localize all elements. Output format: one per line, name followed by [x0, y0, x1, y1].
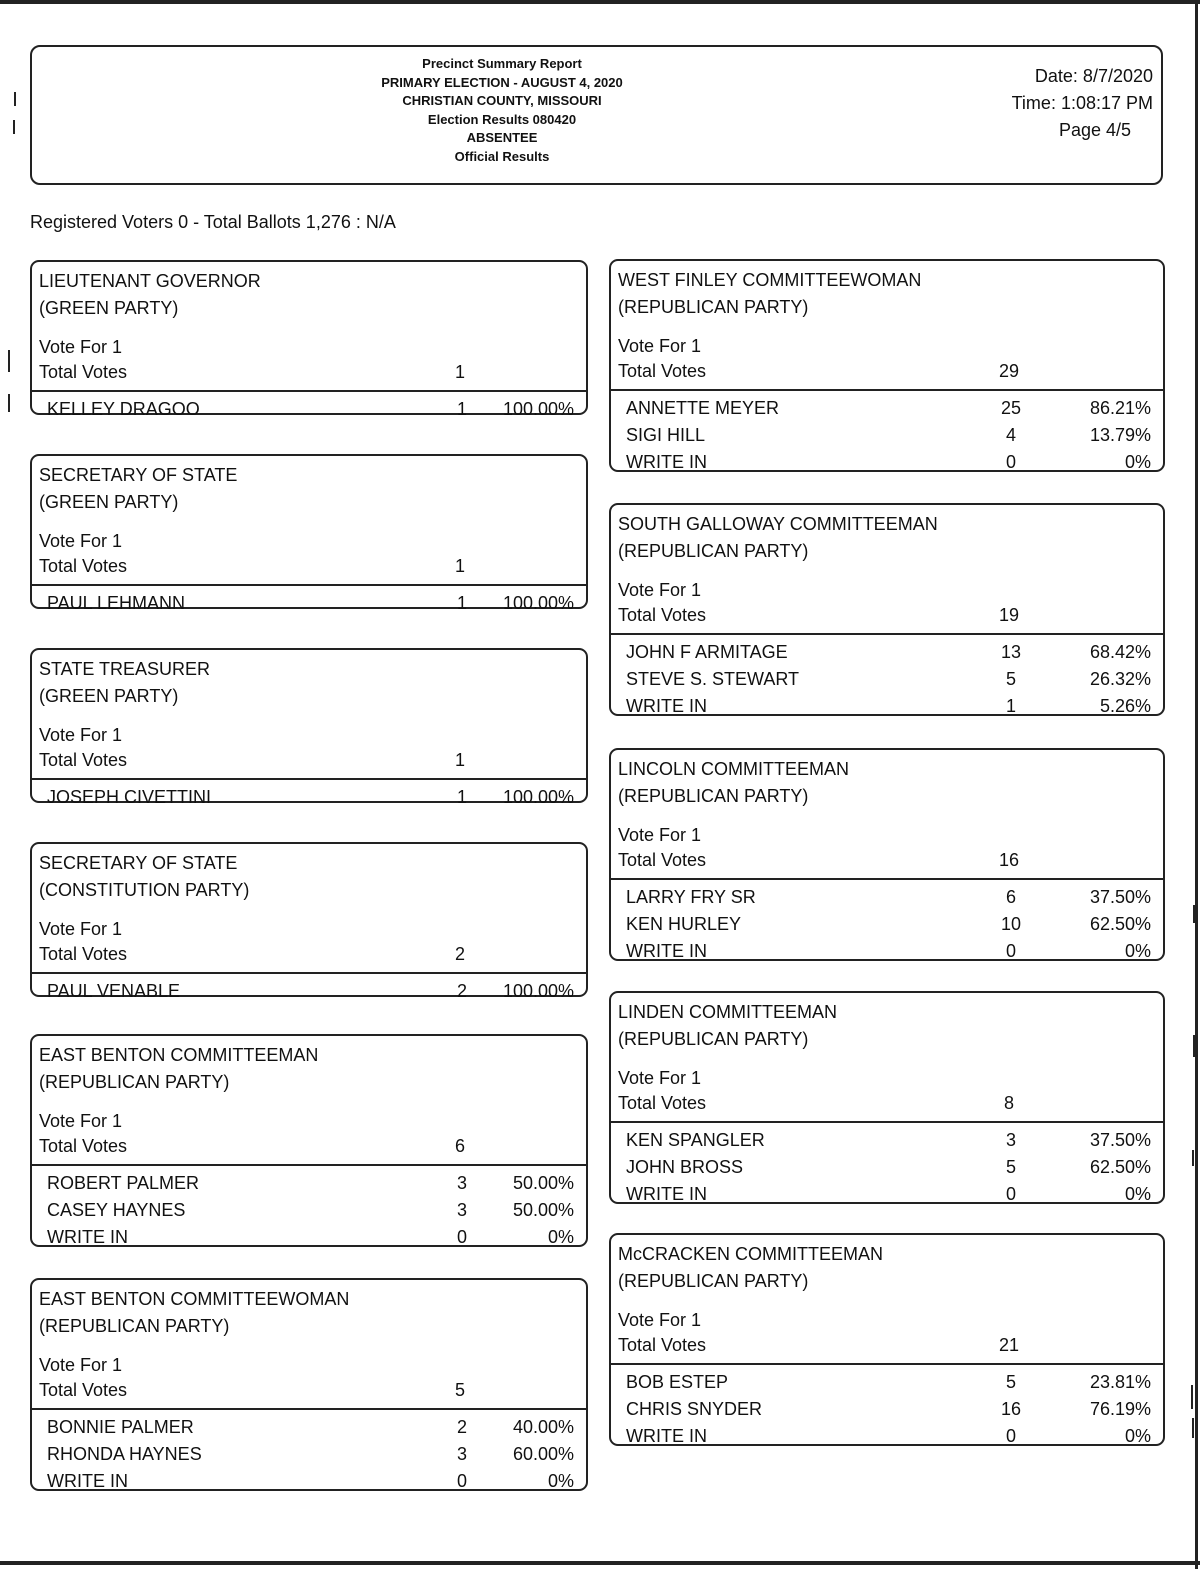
- race-party: (GREEN PARTY): [39, 686, 179, 706]
- candidate-name: ROBERT PALMER: [47, 1173, 200, 1193]
- race-divider: [611, 389, 1163, 391]
- candidate-name: WRITE IN: [626, 1184, 707, 1204]
- candidate-name: WRITE IN: [626, 941, 707, 961]
- race-office: LINCOLN COMMITTEEMAN: [618, 759, 850, 779]
- candidate-votes: 3: [1005, 1130, 1016, 1150]
- race-office: SECRETARY OF STATE: [39, 853, 238, 873]
- vote-for-label: Vote For 1: [39, 1355, 123, 1375]
- candidate-row: [611, 639, 1163, 666]
- vote-for-label: Vote For 1: [39, 531, 123, 551]
- candidate-name: LARRY FRY SR: [626, 887, 756, 907]
- race-divider: [32, 1408, 586, 1410]
- candidate-row: [611, 666, 1163, 693]
- race-party: (REPUBLICAN PARTY): [618, 1029, 809, 1049]
- race-office: LINDEN COMMITTEEMAN: [618, 1002, 838, 1022]
- race-title: [618, 999, 837, 1053]
- race-title: [39, 850, 249, 904]
- candidate-votes: 0: [1005, 1426, 1016, 1446]
- candidate-votes: 1: [456, 593, 467, 613]
- race-box: [30, 454, 588, 613]
- vote-for-label: Vote For 1: [618, 580, 702, 600]
- candidate-percent: 26.32%: [1089, 669, 1151, 689]
- candidate-percent: 5.26%: [1099, 696, 1151, 716]
- candidate-row: [611, 938, 1163, 965]
- race-office: SOUTH GALLOWAY COMMITTEEMAN: [618, 514, 938, 534]
- candidate-name: SIGI HILL: [626, 425, 706, 445]
- candidate-votes: 10: [1000, 914, 1022, 934]
- total-votes-value: 19: [998, 605, 1020, 625]
- race-box: [30, 842, 588, 1001]
- candidate-percent: 50.00%: [512, 1200, 574, 1220]
- candidate-name: BOB ESTEP: [626, 1372, 729, 1392]
- candidate-votes: 3: [456, 1173, 467, 1193]
- candidate-row: [32, 1414, 586, 1441]
- candidate-percent: 50.00%: [512, 1173, 574, 1193]
- race-box: [30, 648, 588, 807]
- candidate-votes: 0: [1005, 452, 1016, 472]
- race-divider: [611, 1363, 1163, 1365]
- candidate-votes: 0: [456, 1471, 467, 1491]
- total-votes-label: Total Votes: [618, 1093, 707, 1113]
- candidate-votes: 3: [456, 1444, 467, 1464]
- candidate-name: JOHN F ARMITAGE: [626, 642, 788, 662]
- candidate-votes: 16: [1000, 1399, 1022, 1419]
- race-office: LIEUTENANT GOVERNOR: [39, 271, 261, 291]
- candidate-name: ANNETTE MEYER: [626, 398, 780, 418]
- candidate-percent: 37.50%: [1089, 887, 1151, 907]
- page-edge-right: [1195, 0, 1198, 1569]
- candidate-row: [611, 1369, 1163, 1396]
- candidate-row: [32, 1224, 586, 1251]
- candidate-row: [32, 1441, 586, 1468]
- race-divider: [32, 390, 586, 392]
- candidate-row: [32, 590, 586, 617]
- vote-for-label: Vote For 1: [39, 1111, 123, 1131]
- candidate-votes: 13: [1000, 642, 1022, 662]
- report-title-block: [332, 55, 672, 166]
- page-edge-top: [0, 0, 1200, 4]
- vote-for-label: Vote For 1: [39, 337, 123, 357]
- race-office: EAST BENTON COMMITTEEMAN: [39, 1045, 319, 1065]
- race-title: [39, 268, 261, 322]
- candidate-row: [611, 1127, 1163, 1154]
- total-votes-label: Total Votes: [39, 1136, 128, 1156]
- candidate-votes: 5: [1005, 669, 1016, 689]
- candidate-name: CASEY HAYNES: [47, 1200, 186, 1220]
- candidate-row: [611, 1423, 1163, 1450]
- scan-mark: [1192, 1150, 1194, 1166]
- candidate-percent: 40.00%: [512, 1417, 574, 1437]
- candidate-percent: 13.79%: [1089, 425, 1151, 445]
- candidate-percent: 23.81%: [1089, 1372, 1151, 1392]
- race-box: [30, 260, 588, 419]
- report-date: Date: 8/7/2020: [1034, 66, 1153, 86]
- race-box: [609, 503, 1165, 716]
- total-votes-value: 29: [998, 361, 1020, 381]
- candidate-votes: 1: [1005, 696, 1016, 716]
- candidate-percent: 0%: [1124, 941, 1151, 961]
- ballot-summary: Registered Voters 0 - Total Ballots 1,276 : N/A: [30, 212, 396, 232]
- total-votes-value: 1: [454, 362, 465, 382]
- race-box: [609, 1233, 1165, 1446]
- race-divider: [611, 878, 1163, 880]
- total-votes-label: Total Votes: [39, 556, 128, 576]
- candidate-votes: 25: [1000, 398, 1022, 418]
- candidate-name: WRITE IN: [626, 452, 707, 472]
- total-votes-value: 2: [454, 944, 465, 964]
- candidate-name: WRITE IN: [626, 1426, 707, 1446]
- total-votes-label: Total Votes: [39, 362, 128, 382]
- vote-for-label: Vote For 1: [618, 1068, 702, 1088]
- total-votes-value: 6: [454, 1136, 465, 1156]
- race-party: (REPUBLICAN PARTY): [618, 297, 809, 317]
- candidate-name: CHRIS SNYDER: [626, 1399, 763, 1419]
- candidate-votes: 3: [456, 1200, 467, 1220]
- race-party: (GREEN PARTY): [39, 492, 179, 512]
- candidate-percent: 0%: [547, 1471, 574, 1491]
- total-votes-label: Total Votes: [618, 361, 707, 381]
- candidate-name: KEN SPANGLER: [626, 1130, 765, 1150]
- candidate-percent: 76.19%: [1089, 1399, 1151, 1419]
- ballot-type: ABSENTEE: [466, 130, 538, 145]
- candidate-name: KELLEY DRAGOO: [47, 399, 200, 419]
- race-title: [39, 656, 210, 710]
- total-votes-value: 5: [454, 1380, 465, 1400]
- race-divider: [32, 584, 586, 586]
- candidate-name: WRITE IN: [47, 1227, 128, 1247]
- total-votes-label: Total Votes: [618, 850, 707, 870]
- race-title: [39, 462, 237, 516]
- candidate-votes: 0: [1005, 1184, 1016, 1204]
- race-box: [609, 259, 1165, 472]
- race-office: WEST FINLEY COMMITTEEWOMAN: [618, 270, 922, 290]
- report-title: Precinct Summary Report: [422, 56, 582, 71]
- candidate-row: [32, 978, 586, 1005]
- candidate-votes: 4: [1005, 425, 1016, 445]
- race-box: [30, 1278, 588, 1491]
- total-votes-label: Total Votes: [618, 605, 707, 625]
- candidate-name: WRITE IN: [47, 1471, 128, 1491]
- county-name: CHRISTIAN COUNTY, MISSOURI: [402, 93, 602, 108]
- race-party: (CONSTITUTION PARTY): [39, 880, 250, 900]
- candidate-row: [32, 784, 586, 811]
- candidate-percent: 0%: [1124, 1184, 1151, 1204]
- scan-mark: [1193, 905, 1195, 923]
- scan-mark: [8, 394, 10, 412]
- scan-mark: [1191, 1385, 1193, 1409]
- candidate-row: [611, 1154, 1163, 1181]
- race-party: (REPUBLICAN PARTY): [39, 1316, 230, 1336]
- candidate-name: PAUL LEHMANN: [47, 593, 186, 613]
- page-edge-bottom: [0, 1561, 1200, 1565]
- candidate-percent: 0%: [547, 1227, 574, 1247]
- scan-mark: [13, 120, 15, 134]
- race-divider: [611, 633, 1163, 635]
- page-number: Page 4/5: [1058, 120, 1131, 140]
- report-meta: [1012, 63, 1153, 144]
- race-party: (REPUBLICAN PARTY): [39, 1072, 230, 1092]
- race-divider: [32, 972, 586, 974]
- candidate-row: [611, 884, 1163, 911]
- candidate-row: [32, 1197, 586, 1224]
- candidate-percent: 37.50%: [1089, 1130, 1151, 1150]
- candidate-name: STEVE S. STEWART: [626, 669, 800, 689]
- total-votes-label: Total Votes: [39, 944, 128, 964]
- results-status: Official Results: [454, 148, 550, 164]
- candidate-percent: 62.50%: [1089, 1157, 1151, 1177]
- race-box: [30, 1034, 588, 1247]
- vote-for-label: Vote For 1: [618, 336, 702, 356]
- report-header: [30, 45, 1163, 185]
- candidate-percent: 100.00%: [502, 399, 574, 419]
- candidate-votes: 2: [456, 1417, 467, 1437]
- candidate-percent: 0%: [1124, 1426, 1151, 1446]
- candidate-percent: 60.00%: [512, 1444, 574, 1464]
- candidate-row: [611, 693, 1163, 720]
- race-divider: [611, 1121, 1163, 1123]
- candidate-row: [611, 422, 1163, 449]
- total-votes-value: 21: [998, 1335, 1020, 1355]
- candidate-percent: 68.42%: [1089, 642, 1151, 662]
- total-votes-label: Total Votes: [39, 750, 128, 770]
- race-office: SECRETARY OF STATE: [39, 465, 238, 485]
- race-title: [618, 267, 921, 321]
- race-party: (REPUBLICAN PARTY): [618, 786, 809, 806]
- total-votes-label: Total Votes: [39, 1380, 128, 1400]
- candidate-name: JOSEPH CIVETTINI: [47, 787, 212, 807]
- candidate-name: JOHN BROSS: [626, 1157, 744, 1177]
- race-party: (REPUBLICAN PARTY): [618, 1271, 809, 1291]
- race-box: [609, 748, 1165, 961]
- candidate-percent: 100.00%: [502, 787, 574, 807]
- candidate-name: RHONDA HAYNES: [47, 1444, 202, 1464]
- results-id: Election Results 080420: [427, 111, 577, 127]
- candidate-row: [611, 911, 1163, 938]
- candidate-row: [611, 1181, 1163, 1208]
- report-time: Time: 1:08:17 PM: [1011, 93, 1153, 113]
- race-office: McCRACKEN COMMITTEEMAN: [618, 1244, 883, 1264]
- candidate-row: [32, 396, 586, 423]
- candidate-name: BONNIE PALMER: [47, 1417, 194, 1437]
- race-office: STATE TREASURER: [39, 659, 211, 679]
- candidate-votes: 0: [1005, 941, 1016, 961]
- race-party: (REPUBLICAN PARTY): [618, 541, 809, 561]
- candidate-row: [32, 1170, 586, 1197]
- total-votes-value: 1: [454, 556, 465, 576]
- candidate-votes: 5: [1005, 1372, 1016, 1392]
- race-box: [609, 991, 1165, 1204]
- candidate-votes: 2: [456, 981, 467, 1001]
- total-votes-value: 8: [1003, 1093, 1014, 1113]
- total-votes-label: Total Votes: [618, 1335, 707, 1355]
- candidate-votes: 5: [1005, 1157, 1016, 1177]
- race-office: EAST BENTON COMMITTEEWOMAN: [39, 1289, 350, 1309]
- candidate-row: [611, 449, 1163, 476]
- race-title: [39, 1042, 318, 1096]
- total-votes-value: 16: [998, 850, 1020, 870]
- total-votes-value: 1: [454, 750, 465, 770]
- candidate-percent: 86.21%: [1089, 398, 1151, 418]
- race-divider: [32, 778, 586, 780]
- vote-for-label: Vote For 1: [39, 725, 123, 745]
- vote-for-label: Vote For 1: [39, 919, 123, 939]
- vote-for-label: Vote For 1: [618, 1310, 702, 1330]
- race-title: [618, 1241, 883, 1295]
- scan-mark: [1193, 1035, 1195, 1057]
- candidate-votes: 0: [456, 1227, 467, 1247]
- race-party: (GREEN PARTY): [39, 298, 179, 318]
- candidate-votes: 6: [1005, 887, 1016, 907]
- candidate-name: PAUL VENABLE: [47, 981, 181, 1001]
- candidate-percent: 100.00%: [502, 981, 574, 1001]
- candidate-votes: 1: [456, 399, 467, 419]
- vote-for-label: Vote For 1: [618, 825, 702, 845]
- race-title: [39, 1286, 349, 1340]
- candidate-votes: 1: [456, 787, 467, 807]
- race-title: [618, 756, 849, 810]
- election-name: PRIMARY ELECTION - AUGUST 4, 2020: [381, 74, 623, 90]
- candidate-row: [611, 395, 1163, 422]
- candidate-percent: 100.00%: [502, 593, 574, 613]
- candidate-percent: 0%: [1124, 452, 1151, 472]
- candidate-percent: 62.50%: [1089, 914, 1151, 934]
- race-divider: [32, 1164, 586, 1166]
- scan-mark: [14, 92, 16, 106]
- candidate-row: [32, 1468, 586, 1495]
- candidate-name: WRITE IN: [626, 696, 707, 716]
- candidate-name: KEN HURLEY: [626, 914, 742, 934]
- candidate-row: [611, 1396, 1163, 1423]
- scan-mark: [8, 350, 10, 372]
- scan-mark: [1192, 1418, 1194, 1438]
- race-title: [618, 511, 938, 565]
